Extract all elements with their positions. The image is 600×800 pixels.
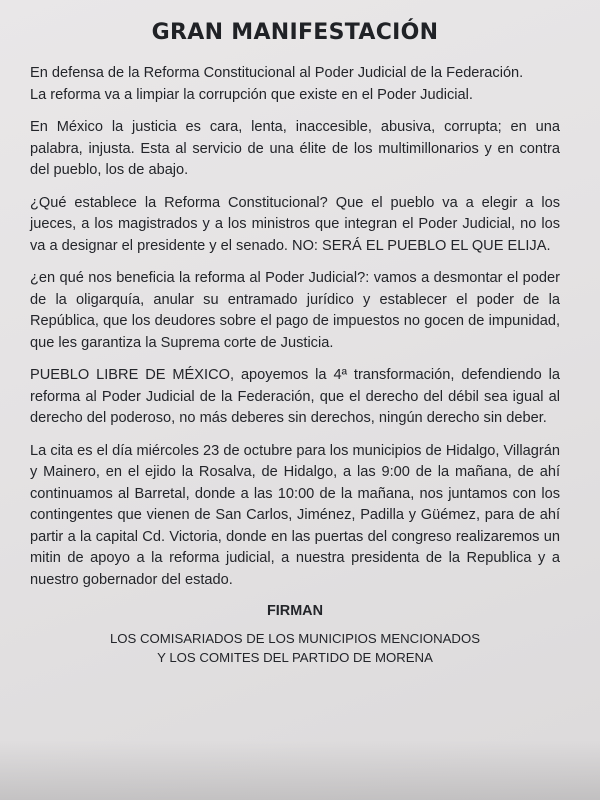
paragraph-call-to-action: PUEBLO LIBRE DE MÉXICO, apoyemos la 4ª transformación, defendiendo la reforma al Poder Judicial de la Federación, que el derecho del débil sea igual al derecho del poderoso, no más deberes sin derechos, ningún derecho sin deber.	[30, 367, 560, 426]
signer-line: Y LOS COMITES DEL PARTIDO DE MORENA	[157, 650, 433, 665]
document-title: GRAN MANIFESTACIÓN	[151, 20, 439, 45]
paragraph-meeting-details: La cita es el día miércoles 23 de octubre para los municipios de Hidalgo, Villagrán y Mainero, en el ejido la Rosalva, de Hidalgo, a las 9:00 de la mañana, de ahí continuamos al Barretal, donde a las 10:00 de la mañana, nos juntamos con los contingentes que vienen de San Carlos, Jiménez, Padilla y Güémez, para de ahí partir a la capital Cd. Victoria, donde en las puertas del congreso realizaremos un mitin de apoyo a la reforma judicial, a nuestra presidenta de la Republica y a nuestro gobernador del estado.	[30, 442, 560, 588]
paragraph-reform-establishes: ¿Qué establece la Reforma Constitucional? Que el pueblo va a elegir a los jueces, a los magistrados y a los ministros que integran el Poder Judicial, no los va a designar el presidente y el senado. NO: SERÁ EL PUEBLO EL QUE ELIJA.	[30, 194, 560, 254]
paragraph-benefits: ¿en qué nos beneficia la reforma al Poder Judicial?: vamos a desmontar el poder de la oligarquía, anular su entramado jurídico y establecer el poder de la República, que los deudores sobre el pago de impuestos no gocen de impunidad, que les garantiza la Suprema corte de Justicia.	[30, 270, 560, 351]
intro-paragraph	[30, 63, 560, 106]
intro-line: En defensa de la Reforma Constitucional al Poder Judicial de la Federación.	[30, 65, 524, 81]
signature-label: FIRMAN	[267, 603, 323, 619]
paragraph-justice: En México la justicia es cara, lenta, inaccesible, abusiva, corrupta; en una palabra, injusta. Esta al servicio de una élite de los multimillonarios y en contra del pueblo, los de abajo.	[30, 119, 560, 178]
intro-line: La reforma va a limpiar la corrupción que existe en el Poder Judicial.	[30, 86, 473, 103]
signer-line: LOS COMISARIADOS DE LOS MUNICIPIOS MENCIONADOS	[109, 631, 481, 646]
signers-block	[30, 629, 560, 667]
